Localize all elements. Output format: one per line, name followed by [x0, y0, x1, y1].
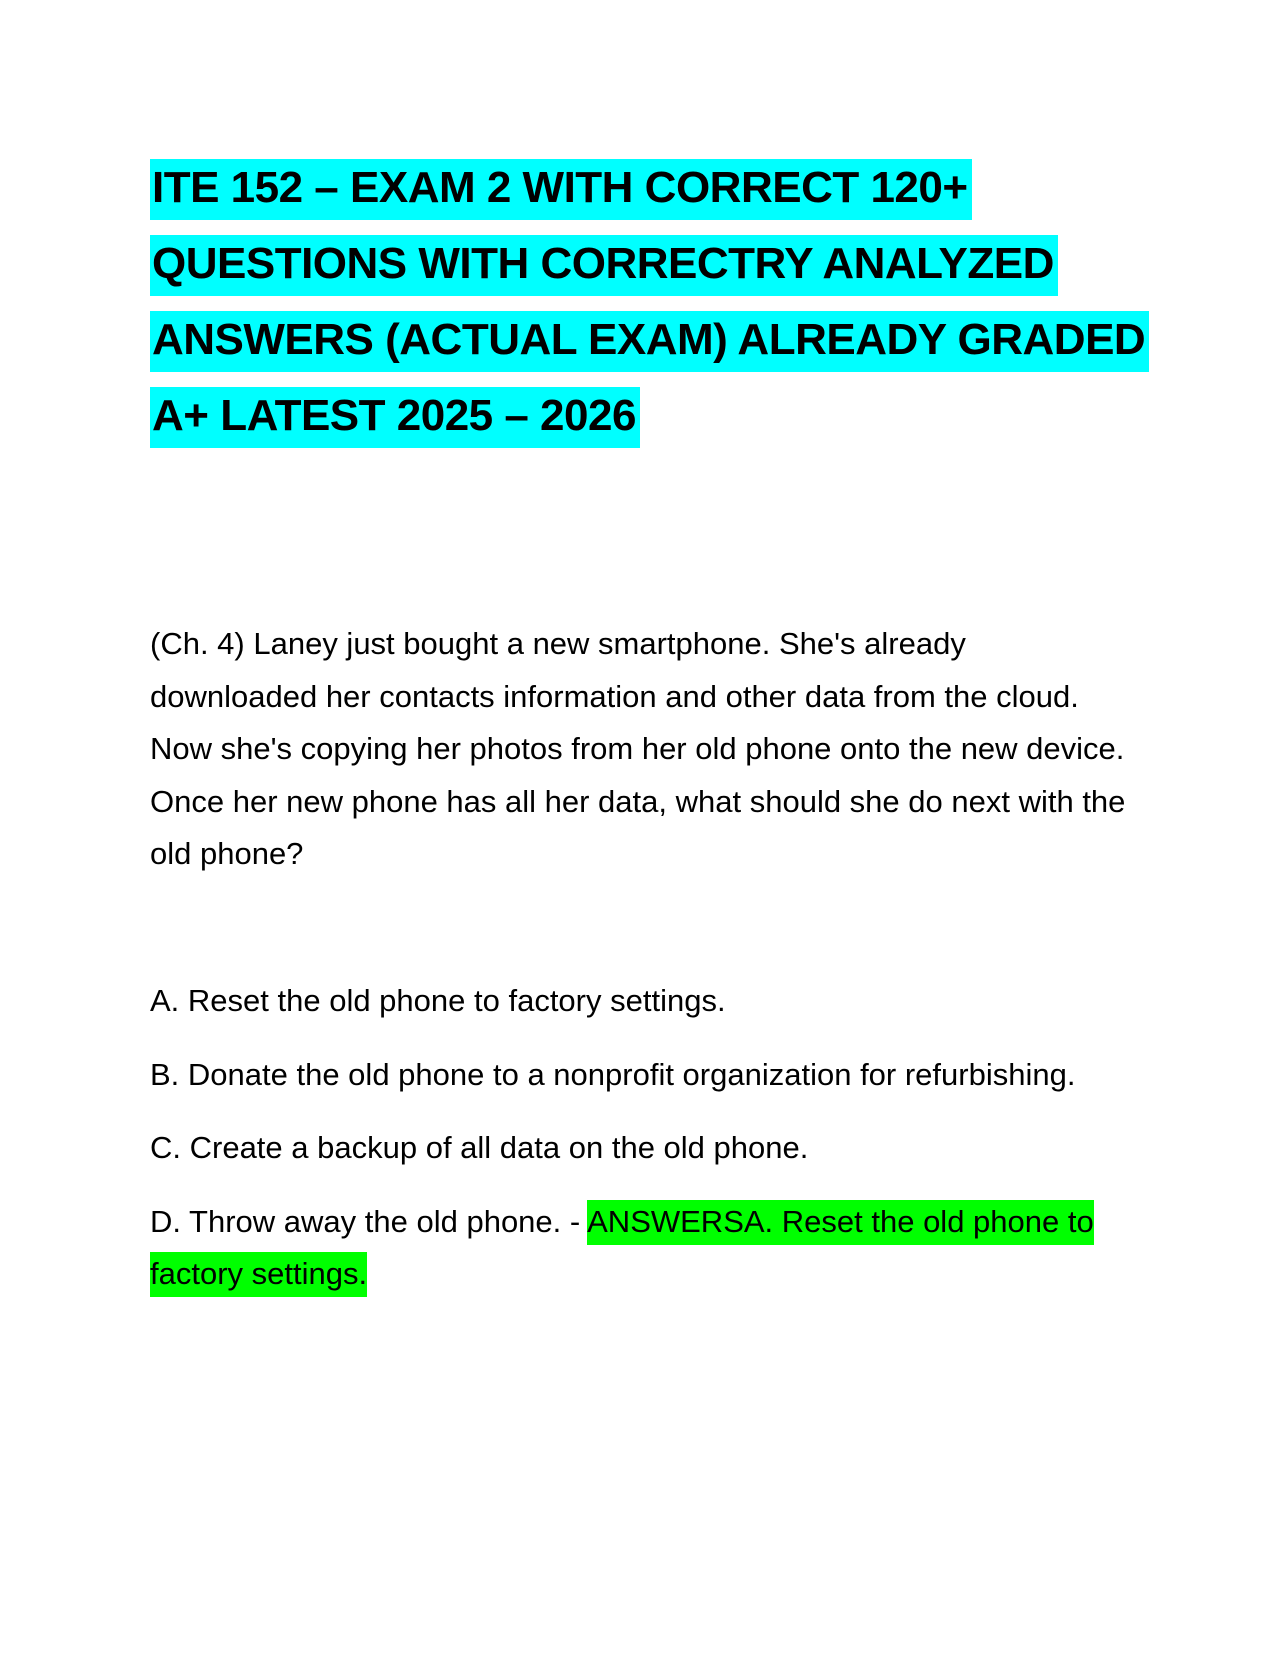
- option-d: [150, 1196, 1130, 1301]
- title-highlight: ITE 152 – EXAM 2 WITH CORRECT 120+ QUESTIONS WITH CORRECTRY ANALYZED ANSWERS (ACTUAL EXAM) ALREADY GRADED A+ LATEST 2025 – 2026: [150, 159, 1149, 448]
- option-c: [150, 1122, 1130, 1175]
- option-a: [150, 975, 1130, 1028]
- option-d-text: D. Throw away the old phone. -: [150, 1203, 588, 1239]
- correct-answer-highlight: ANSWERSA. Reset the old phone to factory settings.: [150, 1200, 1094, 1298]
- option-b-text: B. Donate the old phone to a nonprofit organization for refurbishing.: [150, 1056, 1076, 1092]
- option-a-text: A. Reset the old phone to factory settings.: [150, 983, 726, 1018]
- document-title: [150, 150, 1150, 454]
- answer-options-list: [150, 975, 1130, 1322]
- question-text: (Ch. 4) Laney just bought a new smartphone. She's already downloaded her contacts information and other data from the cloud. Now she's copying her photos from her old phone onto the new device. Once her new phone has all her data, what should she do next with the old phone?: [150, 626, 1126, 871]
- option-b: [150, 1049, 1130, 1102]
- option-c-text: C. Create a backup of all data on the old phone.: [150, 1130, 809, 1165]
